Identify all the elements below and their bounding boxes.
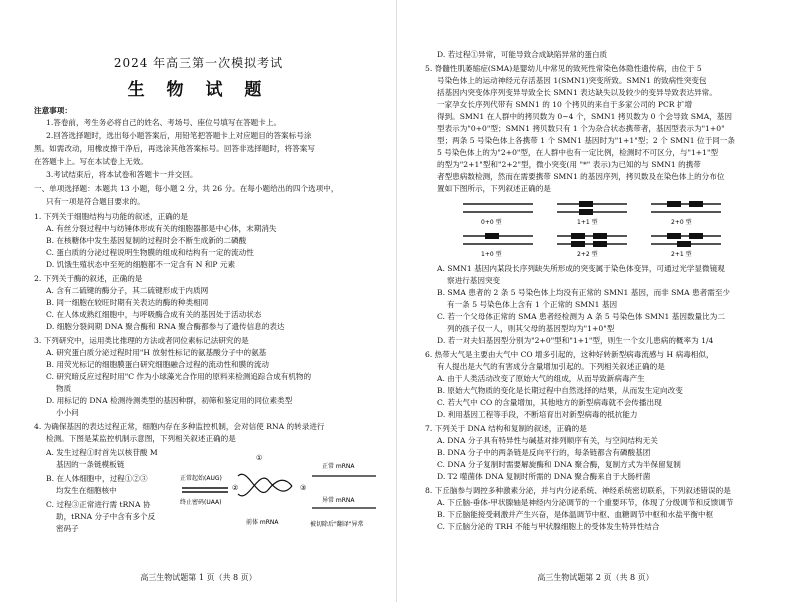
genotype-2-1 <box>651 233 721 258</box>
page-1-footer: 高三生物试题第 1 页（共 8 页） <box>140 573 257 582</box>
section-heading: 一、单项选择题：本题共 13 小题，每小题 2 分，共 26 分。在每小题给出的四个选项中， <box>34 184 339 193</box>
question-8-option-a: A. 下丘脑-垂体-甲状腺轴是神经内分泌调节的一个重要环节，体现了分级调节和反馈调节 <box>437 498 734 507</box>
genotype-1-1 <box>557 201 627 226</box>
genotype-1-0 <box>463 233 533 258</box>
subject-title: 生 物 试 题 <box>127 80 270 100</box>
chromosome-diagram <box>457 196 737 262</box>
question-5-stem-cont: 型表示为"0+0"型；SMN1 拷贝数只有 1 个为杂合状态携带者，基因型表示为"1+0" <box>437 124 725 133</box>
question-1-option-b: B. 在核糖体中发生基因复制的过程时会不断生成新的二磷酸 <box>46 236 247 245</box>
question-1-stem: 1. 下列关于细胞结构与功能的叙述，正确的是 <box>34 212 188 221</box>
question-5-option-a-cont: 察进行基因突变 <box>447 276 501 285</box>
genotype-label: 2+2 型 <box>577 251 598 258</box>
genotype-label: 0+0 型 <box>481 219 502 226</box>
notice-heading: 注意事项： <box>34 106 72 115</box>
question-7-option-a: A. DNA 分子具有特异性与碱基对排列顺序有关，与空间结构无关 <box>437 436 658 445</box>
question-5-stem-cont: 括基因内突变体序列变异导致全长 SMN1 表达缺失以及较少的变异导致表达异常。 <box>437 88 717 97</box>
genotype-label: 2+0 型 <box>671 219 692 226</box>
notice-line: 在答题卡上。写在本试卷上无效。 <box>34 157 148 166</box>
question-4-option-a-cont: 基因的一条链模板链 <box>56 460 125 469</box>
notice-line: 1.答卷前，考生务必将自己的姓名、考场号、座位号填写在答题卡上。 <box>46 118 282 127</box>
question-5-stem-cont: 者型患病数检测，然而在需要携带 SMN1 的基因序列，拷贝数及在染色体上的分布位 <box>437 172 725 181</box>
question-5-stem-cont: 5 号染色体上的为"2+0"型，在人群中也有一定比例，检测时不可区分，与"1+1"型 <box>437 148 719 157</box>
question-5-stem: 5. 脊髓性肌萎缩症(SMA)是婴幼儿中常见的致死性常染色体隐性遗传病，由位于 5 <box>425 64 702 73</box>
figure-note: 被切除后"翻译"异常 <box>310 521 364 528</box>
question-1-option-c: C. 蛋白质的分泌过程说明生物膜的组成和结构有一定的流动性 <box>46 248 254 257</box>
step-2-label: ② <box>232 484 239 492</box>
question-3-option-c-cont: 物质 <box>56 384 72 393</box>
question-5-option-d: D. 若一对夫妇基因型分别为"2+0"型和"1+1"型，则生一个女儿患病的概率为 1/4 <box>437 336 714 345</box>
section-heading: 只有一项是符合题目要求的。 <box>46 197 145 206</box>
question-6-option-c: C. 若大气中 CO 的含量增加，其他地方的新型病毒就不会传播出现 <box>437 398 662 407</box>
question-2-stem: 2. 下列关于酶的叙述，正确的是 <box>34 274 143 283</box>
question-8-stem: 8. 下丘脑参与调控多种激素分泌，并与内分泌系统、神经系统密切联系，下列叙述错误的是 <box>425 486 731 495</box>
question-4-option-a: A. 发生过程①时首先以核苷酸 M <box>46 448 158 457</box>
question-4-stem: 4. 为确保基因的表达过程正常，细胞内存在多种监控机制，会对信使 RNA 的转录进行 <box>34 422 325 431</box>
question-5-stem-cont: 得到。SMN1 在人群中的拷贝数为 0~4 个，SMN1 拷贝数为 0 个会导致 SMA，基因 <box>437 112 732 121</box>
question-4-option-c: C. 过程③正常进行需 tRNA 协 <box>46 500 151 509</box>
question-3-option-d: D. 用标记的 DNA 检测待测类型的基因种群，初筛和鉴定用的同位素类型 <box>46 396 293 405</box>
question-4-option-c-cont: 密码子 <box>56 524 79 533</box>
dna-helix <box>238 474 292 492</box>
mrna-label: 前体 mRNA <box>246 519 279 526</box>
question-8-option-b: B. 下丘脑能接受刺激并产生兴奋，是体温调节中枢、血糖调节中枢和水盐平衡中枢 <box>437 510 714 519</box>
question-7-option-d: D. T2 噬菌体 DNA 复制时所需的 DNA 聚合酶来自于大肠杆菌 <box>437 472 651 481</box>
question-5-option-a: A. SMN1 基因内某段长序列缺失所形成的突变属于染色体变异，可通过光学显微镜观 <box>437 264 725 273</box>
normal-mrna-label: 正常 mRNA <box>322 463 355 470</box>
question-5-option-b: B. SMA 患者的 2 条 5 号染色体上均没有正常的 SMN1 基因，而非 SMA 患者需至少 <box>437 288 731 297</box>
question-5-option-c-cont: 列的孩子仅一人，则其父母的基因型均为"1+0"型 <box>447 324 615 333</box>
question-7-option-c: C. DNA 分子复制时需要解旋酶和 DNA 聚合酶，复制方式为半保留复制 <box>437 460 681 469</box>
step-1-label: ① <box>256 454 263 462</box>
question-4-stem-cont: 检测。下图是某监控机制示意图，下列相关叙述正确的是 <box>46 434 236 443</box>
question-7-option-b: B. DNA 分子中的两条链是反向平行的，每条链都含有磷酸基团 <box>437 448 651 457</box>
question-6-option-b: B. 原始大气物质的变化是长期过程中自然选择的结果，从而发生定向改变 <box>437 386 683 395</box>
question-5-stem-cont: 一家孕女长序列代带有 SMN1 的 10 个拷贝的来自于多家公司的 PCR 扩增 <box>437 100 693 109</box>
exam-title: 2024 年高三第一次模拟考试 <box>113 56 284 70</box>
notice-line: 2.回答选择题时，选出每小题答案后，用铅笔把答题卡上对应题目的答案标号涂 <box>46 131 312 140</box>
question-5-stem-cont: 置如下图所示，下列叙述正确的是 <box>437 184 551 193</box>
question-3-option-c: C. 研究暗反应过程时用"C 作为小球藻光合作用的原料来检测追踪合成有机物的 <box>46 372 312 381</box>
question-3-option-b: B. 用荧光标记的细胞膜蛋白研究细胞融合过程的流动性和膜的流动 <box>46 360 270 369</box>
stop-codon-label: 终止密码(UAA) <box>180 499 222 506</box>
question-3-option-a: A. 研究蛋白质分泌过程时用"H 放射性标记的氨基酸分子中的氨基 <box>46 348 267 357</box>
question-1-option-d: D. 饥饿生殖状态中至死的细胞都不一定含有 N 和P 元素 <box>46 260 236 269</box>
page-2 <box>397 0 794 602</box>
question-6-option-a: A. 由于人类活动改变了原始大气的组成，从而导致新病毒产生 <box>437 374 645 383</box>
question-6-stem: 6. 热带大气是主要由大气中 CO 增多引起的，这种好转新型病毒流感与 H 病毒相似， <box>425 350 714 359</box>
start-codon-label: 正常起始(AUG) <box>180 475 222 482</box>
notice-line: 3.考试结束后，将本试卷和答题卡一并交回。 <box>46 170 198 179</box>
notice-line: 黑。如需改动，用橡皮擦干净后，再选涂其他答案标号。回答非选择题时，将答案写 <box>34 144 315 153</box>
question-6-stem-cont: 有人提出是大气的有害成分含量增加引起的。下列相关叙述正确的是 <box>437 362 665 371</box>
question-4-option-d: D. 若过程①异常，可能导致合成缺陷异常的蛋白质 <box>437 50 608 59</box>
gene-expression-figure <box>176 446 384 538</box>
question-5-stem-cont: 的型为"2+1"型和"2+2"型，微小突变(用 "*" 表示)为已知的与 SMN1 的携带 <box>437 160 701 169</box>
question-4-option-c-cont: 助，tRNA 分子中含有多个反 <box>56 512 156 521</box>
genotype-label: 2+1 型 <box>671 251 692 258</box>
question-3-stem: 3. 下列研究中，运用类比推理的方法或者同位素标记法研究的是 <box>34 336 249 345</box>
question-4-option-b-cont: 均发生在细胞核中 <box>56 486 117 495</box>
question-2-option-a: A. 含有二硫键的酶分子，其二硫键形成于内质网 <box>46 286 209 295</box>
question-5-option-c: C. 若一个父母体正常的 SMA 患者经检测为 A 条 5 号染色体 SMN1 基因数量比为二 <box>437 312 725 321</box>
genotype-label: 1+1 型 <box>577 219 598 226</box>
blocked-mrna-label: 异常 mRNA <box>322 497 355 504</box>
question-6-option-d: D. 利用基因工程等手段，不断培育出对新型病毒的抵抗能力 <box>437 410 638 419</box>
page-2-footer: 高三生物试题第 2 页（共 8 页） <box>537 573 654 582</box>
question-5-stem-cont: 号染色体上的运动神经元存活基因 1(SMN1)突变所致。SMN1 的致病性突变包 <box>437 76 707 85</box>
question-5-stem-cont: 型；两条 5 号染色体上各携带 1 个 SMN1 基因时为"1+1"型；2 个 SMN1 位于同一条 <box>437 136 735 145</box>
genotype-0-0 <box>463 204 533 226</box>
question-8-option-c: C. 下丘脑分泌的 TRH 不能与甲状腺细胞上的受体发生特异性结合 <box>437 522 660 531</box>
question-1-option-a: A. 有丝分裂过程中与纺锤体形成有关的细胞器都是中心体，末期消失 <box>46 224 277 233</box>
question-2-option-b: B. 同一细胞在较旺时期有关表达的酶的种类相同 <box>46 298 209 307</box>
step-3-label: ③ <box>300 484 307 492</box>
genotype-2-0 <box>651 201 721 226</box>
question-7-stem: 7. 下列关于 DNA 结构和复制的叙述，正确的是 <box>425 424 587 433</box>
genotype-label: 1+0 型 <box>481 251 502 258</box>
question-3-option-d-cont: 小小问 <box>56 408 79 417</box>
genotype-2-2 <box>557 233 627 258</box>
question-2-option-d: D. 细胞分裂间期 DNA 聚合酶和 RNA 聚合酶都参与了遗传信息的表达 <box>46 322 285 331</box>
question-4-option-b: B. 在人体细胞中，过程①②③ <box>46 474 148 483</box>
question-2-option-c: C. 在人体成熟红细胞中，与呼吸酶合成有关的基因处于活动状态 <box>46 310 262 319</box>
question-5-option-b-cont: 有一条 5 号染色体上含有 1 个正常的 SMN1 基因 <box>447 300 618 309</box>
